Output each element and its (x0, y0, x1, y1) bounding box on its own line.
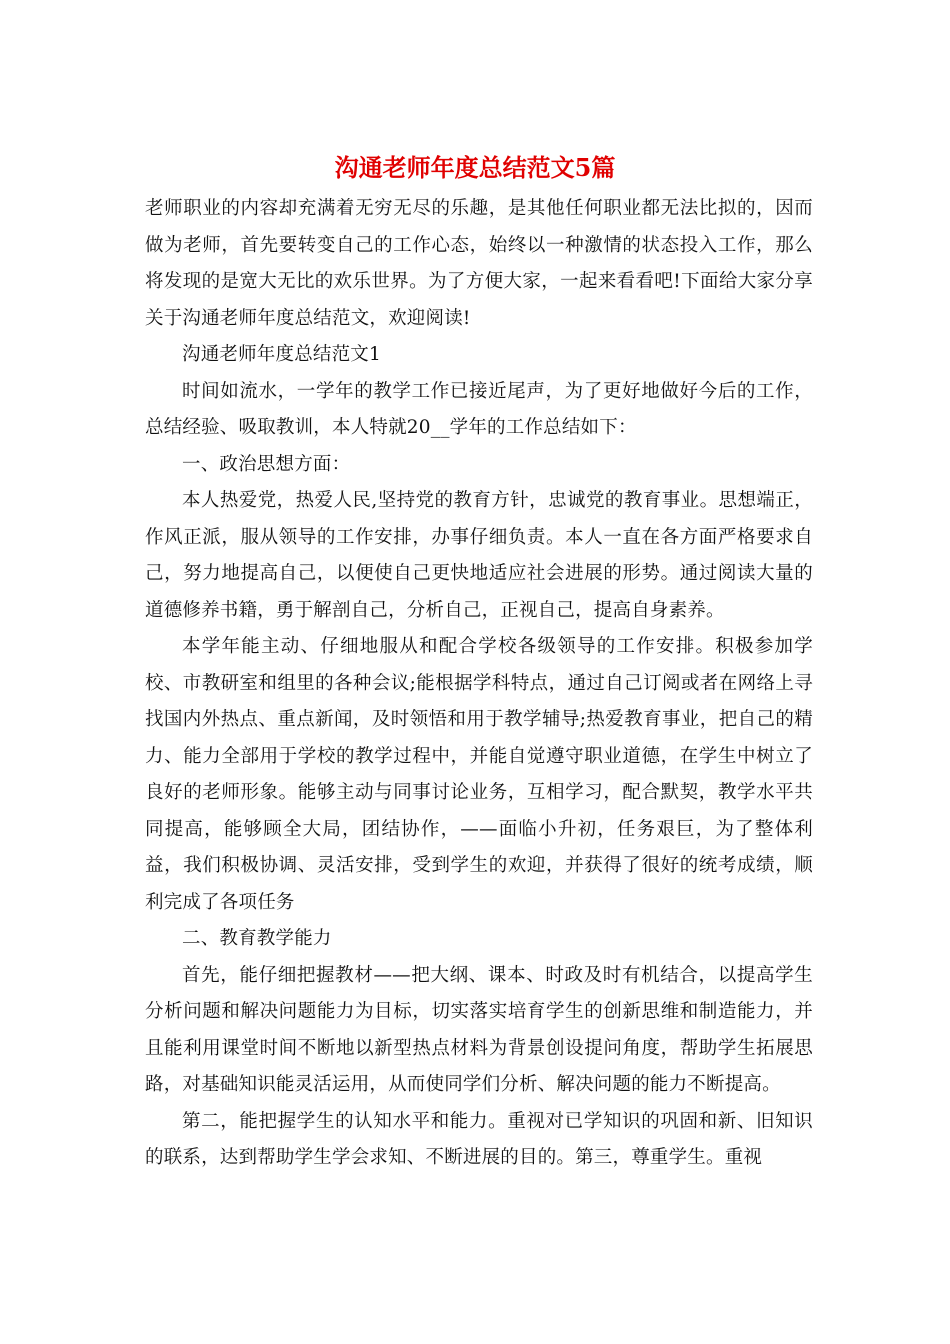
section-heading-article-1: 沟通老师年度总结范文1 (182, 344, 381, 365)
document-body (145, 191, 813, 1177)
body-paragraph: 首先，能仔细把握教材——把大纲、课本、时政及时有机结合，以提高学生分析问题和解决问题能力为目标，切实落实培育学生的创新思维和制造能力，并且能利用课堂时间不断地以新型热点材料为背景创设提问角度，帮助学生拓展思路，对基础知识能灵活运用，从而使同学们分析、解决问题的能力不断提高。 (145, 964, 813, 1095)
section-heading-politics: 一、政治思想方面： (182, 453, 351, 475)
body-paragraph: 本人热爱党，热爱人民,坚持党的教育方针，忠诚党的教育事业。思想端正，作风正派，服从领导的工作安排，办事仔细负责。本人一直在各方面严格要求自己，努力地提高自己，以便使自己更快地适应社会进展的形势。通过阅读大量的道德修养书籍，勇于解剖自己，分析自己，正视自己，提高自身素养。 (145, 490, 813, 621)
section-heading-teaching: 二、教育教学能力 (182, 928, 332, 949)
intro-paragraph: 老师职业的内容却充满着无穷无尽的乐趣，是其他任何职业都无法比拟的，因而做为老师，首先要转变自己的工作心态，始终以一种激情的状态投入工作，那么将发现的是宽大无比的欢乐世界。为了方便大家，一起来看看吧!下面给大家分享关于沟通老师年度总结范文，欢迎阅读! (145, 198, 813, 329)
body-paragraph: 本学年能主动、仔细地服从和配合学校各级领导的工作安排。积极参加学校、市教研室和组里的各种会议;能根据学科特点，通过自己订阅或者在网络上寻找国内外热点、重点新闻，及时领悟和用于教学辅导;热爱教育事业，把自己的精力、能力全部用于学校的教学过程中，并能自觉遵守职业道德，在学生中树立了良好的老师形象。能够主动与同事讨论业务，互相学习，配合默契，教学水平共同提高，能够顾全大局，团结协作，——面临小升初，任务艰巨，为了整体利益，我们积极协调、灵活安排，受到学生的欢迎，并获得了很好的统考成绩，顺利完成了各项任务 (145, 636, 813, 913)
document-title: 沟通老师年度总结范文5篇 (334, 153, 616, 182)
body-paragraph: 时间如流水，一学年的教学工作已接近尾声，为了更好地做好今后的工作，总结经验、吸取教训，本人特就20__学年的工作总结如下： (145, 380, 813, 438)
body-paragraph: 第二，能把握学生的认知水平和能力。重视对已学知识的巩固和新、旧知识的联系，达到帮助学生学会求知、不断进展的目的。第三，尊重学生。重视 (145, 1110, 813, 1168)
